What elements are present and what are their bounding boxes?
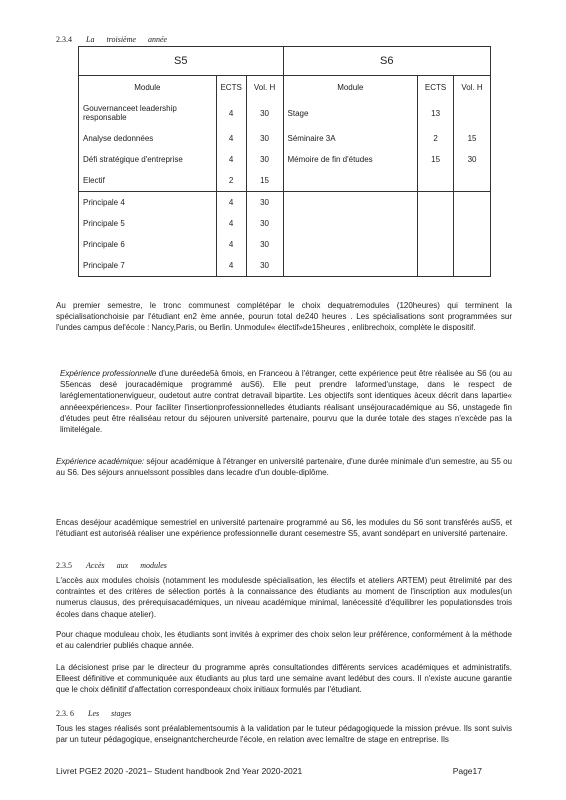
volh-cell: 30 (246, 255, 283, 277)
section-heading-2-3-6 (56, 709, 131, 718)
table-row (79, 192, 491, 214)
ects-cell (418, 192, 454, 214)
section-number: 2.3.5 (56, 561, 72, 570)
table-row (79, 170, 491, 192)
module-cell: Principale 4 (79, 192, 217, 214)
term-academic-experience: Expérience académique: (56, 457, 145, 466)
footer-handbook-title: Livret PGE2 2020 -2021– Student handbook 2nd Year 2020-2021 (56, 766, 303, 776)
volh-cell: 30 (454, 149, 491, 170)
volh-cell (454, 213, 491, 234)
section-word: La (86, 35, 95, 44)
volh-cell (454, 98, 491, 128)
module-cell (283, 192, 418, 214)
ects-cell: 2 (216, 170, 246, 192)
page-footer (56, 766, 512, 776)
volh-cell (454, 234, 491, 255)
volh-cell: 15 (246, 170, 283, 192)
ects-cell (418, 213, 454, 234)
module-cell: Principale 7 (79, 255, 217, 277)
module-cell: Principale 6 (79, 234, 217, 255)
paragraph-professional-experience (60, 368, 512, 435)
section-heading-2-3-5 (56, 561, 167, 570)
section-word: stages (111, 709, 132, 718)
paragraph-academic-experience (56, 456, 512, 478)
module-cell: Stage (283, 98, 418, 128)
volh-cell: 30 (246, 98, 283, 128)
paragraph-text: séjour académique à l'étranger en université partenaire, d'une durée minimale d'un semestre, au S5 ou au S6. Des séjours annuelssont possibles dans lecadre d'un double-diplôme. (56, 457, 512, 478)
paragraph-internships: Tous les stages réalisés sont préalablementsoumis à la validation par le tuteur pédagogiquede la mission prévue. Ils sont suivis par un tuteur pédagogique, enseignantchercheurde l'école, en relation avec lemaître de stage en entreprise. Ils (56, 724, 512, 745)
col-header-volh: Vol. H (454, 76, 491, 99)
paragraph-module-access: L'accès aux modules choisis (notamment les modulesde spécialisation, les électifs et ateliers ARTEM) peut êtrelimité par des contraintes et des critères de sélection portés à la connaissance des étudiants au moment de l'inscription aux modules(un numerus clausus, des prérequisacadémiques, un niveau académique minimal, lanécessité d'équilibrer les populationsdes trois écoles dans chaque atelier). (56, 576, 512, 619)
volh-cell (454, 192, 491, 214)
ects-cell: 4 (216, 213, 246, 234)
ects-cell: 4 (216, 234, 246, 255)
volh-cell: 15 (454, 128, 491, 149)
module-cell: Défi stratégique d'entreprise (79, 149, 217, 170)
section-heading-2-3-4 (56, 35, 167, 44)
paragraph-choices: Pour chaque moduleau choix, les étudiants sont invités à exprimer des choix selon leur préférence, conformément à la méthode et au calendrier publiés chaque année. (56, 630, 512, 651)
paragraph-semester-exchange: Encas deséjour académique semestriel en université partenaire programmé au S6, les modules du S6 sont transférés auS5, et l'étudiant est autoriséà réaliser une expérience professionnelle durant cesemestre S5, avant sondépart en université partenaire. (56, 518, 512, 539)
semester-s5-header: S5 (79, 47, 284, 76)
ects-cell: 4 (216, 255, 246, 277)
volh-cell: 30 (246, 234, 283, 255)
ects-cell (418, 255, 454, 277)
volh-cell (454, 170, 491, 192)
module-cell: Electif (79, 170, 217, 192)
table-row (79, 255, 491, 277)
ects-cell: 4 (216, 192, 246, 214)
section-word: Les (88, 709, 100, 718)
volh-cell: 30 (246, 192, 283, 214)
module-cell: Gouvernanceet leadership responsable (79, 98, 217, 128)
col-header-ects: ECTS (418, 76, 454, 99)
paragraph-decision: La décisionest prise par le directeur du programme après consultationdes différents services académiques et administratifs. Elleest définitive et communiquée aux étudiants au plus tard une semaine avant ledébut des cours. Il n'existe aucune garantie que le choix définitif d'affectation correspondeaux choix initiaux formulés par l'étudiant. (56, 663, 512, 695)
ects-cell: 4 (216, 98, 246, 128)
module-cell (283, 213, 418, 234)
table-row (79, 149, 491, 170)
paragraph-first-semester: Au premier semestre, le tronc communest complétépar le choix dequatremodules (120heures) qui terminent la spécialisationchoisie par l'étudiant en2 ème année, pourun total de240 heures . Les spécialisations sont programmées sur l'undes campus del'école : Nancy,Paris, ou Berlin. Unmodule« électif»de15heures , enlibrechoix, complète le dispositif. (56, 301, 512, 333)
semester-s6-header: S6 (283, 47, 490, 76)
section-number: 2.3. 6 (56, 709, 74, 718)
module-cell (283, 234, 418, 255)
volh-cell: 30 (246, 213, 283, 234)
section-number: 2.3.4 (56, 35, 72, 44)
volh-cell (454, 255, 491, 277)
volh-cell: 30 (246, 128, 283, 149)
section-word: troisième (106, 35, 136, 44)
ects-cell: 13 (418, 98, 454, 128)
ects-cell: 15 (418, 149, 454, 170)
section-word: année (147, 35, 168, 44)
section-word: Accès (86, 561, 105, 570)
term-professional-experience: Expérience professionnelle (60, 369, 157, 378)
table-row (79, 213, 491, 234)
module-cell: Principale 5 (79, 213, 217, 234)
table-row (79, 234, 491, 255)
module-cell (283, 255, 418, 277)
col-header-volh: Vol. H (246, 76, 283, 99)
ects-cell: 2 (418, 128, 454, 149)
module-cell (283, 170, 418, 192)
col-header-module: Module (283, 76, 418, 99)
ects-cell: 4 (216, 149, 246, 170)
paragraph-text: d'une duréede5à 6mois, en Franceou à l'étranger, cette expérience peut être réalisée au S6 (ou au S5encas desé jouracadémique programmé auS6). Elle peut prendre laformed'unstage, dans le respect de laréglementationenvigueur, oudetout autre contrat detravail bipartite. Les objectifs sont identiques àceux décrit dans lapartie« annéeexpériences». Pour faciliter l'insertionprofessionnelledes étudiants réalisant unséjouracadémique au S6, unstagede fin d'études peut être réaliséau retour du séjouren université partenaire, pourvu que la durée totale des stages n'excède pas la limitelégale. (60, 369, 512, 435)
col-header-module: Module (79, 76, 217, 99)
ects-cell: 4 (216, 128, 246, 149)
ects-cell (418, 170, 454, 192)
table-row (79, 128, 491, 149)
col-header-ects: ECTS (216, 76, 246, 99)
section-word: modules (140, 561, 167, 570)
section-word: aux (116, 561, 129, 570)
page-number: Page17 (452, 766, 482, 776)
module-cell: Mémoire de fin d'études (283, 149, 418, 170)
table-row (79, 98, 491, 128)
module-cell: Séminaire 3A (283, 128, 418, 149)
curriculum-table (78, 46, 491, 277)
volh-cell: 30 (246, 149, 283, 170)
ects-cell (418, 234, 454, 255)
module-cell: Analyse dedonnées (79, 128, 217, 149)
